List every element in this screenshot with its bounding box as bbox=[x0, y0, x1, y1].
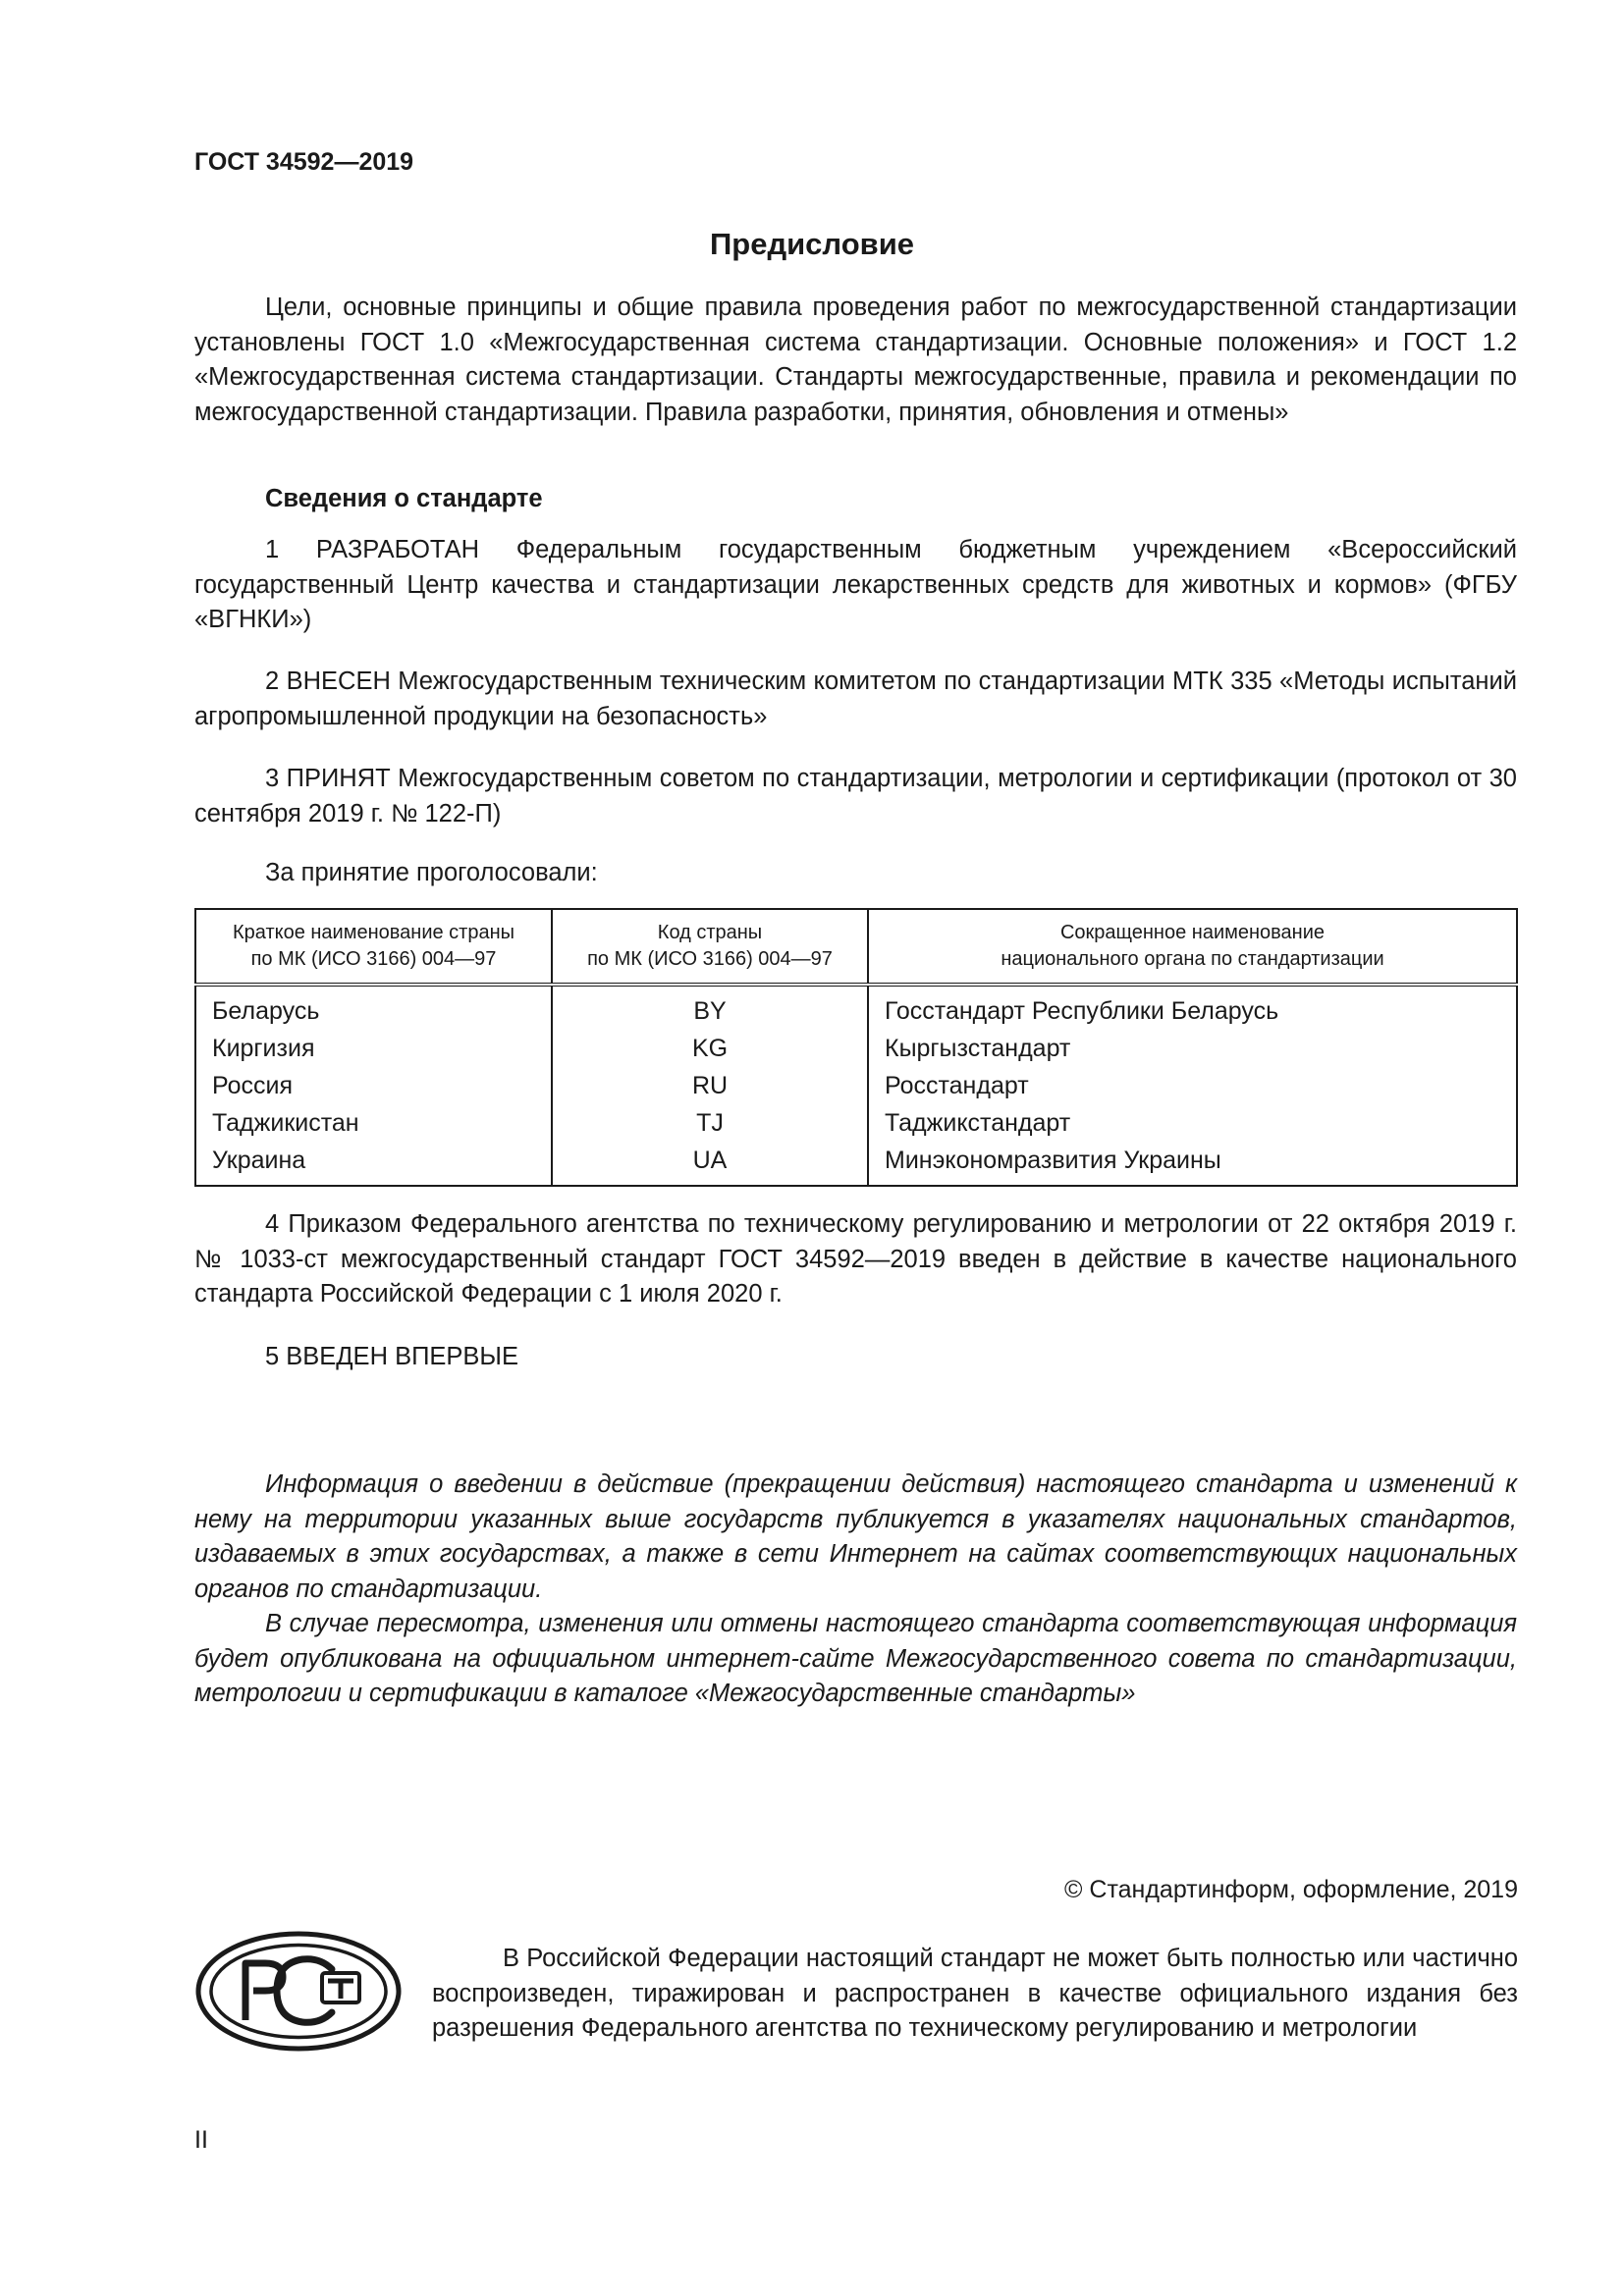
rst-certification-mark-icon bbox=[194, 1930, 403, 2057]
header-country bbox=[195, 909, 552, 985]
item-4-paragraph: 4 Приказом Федерального агентства по техническому регулированию и метрологии от 22 октября 2019 г. № 1033-ст межгосударственный стандарт ГОСТ 34592—2019 введен в действие в качестве национального стандарта Российской Федерации с 1 июля 2020 г. bbox=[194, 1210, 1517, 1308]
body-cell: Росстандарт bbox=[885, 1071, 1029, 1099]
page-title: Предисловие bbox=[709, 227, 914, 261]
body-cell: Госстандарт Республики Беларусь bbox=[885, 996, 1279, 1025]
country-cell: Таджикистан bbox=[195, 1104, 552, 1142]
notice-paragraph-2: В случае пересмотра, изменения или отмены настоящего стандарта соответствующая информация будет опубликована на официальном интернет-сайте Межгосударственного совета по стандартизации, метрологии и сертификации в каталоге «Межгосударственные стандарты» bbox=[194, 1610, 1517, 1707]
table-row bbox=[195, 1067, 1517, 1104]
code-cell: KG bbox=[552, 1030, 868, 1067]
item-5-paragraph: 5 ВВЕДЕН ВПЕРВЫЕ bbox=[265, 1343, 519, 1370]
copyright-line: © Стандартинформ, оформление, 2019 bbox=[1064, 1876, 1518, 1903]
reproduction-restriction-notice: В Российской Федерации настоящий стандарт не может быть полностью или частично воспроизведен, тиражирован и распространен в качестве официального издания без разрешения Федерального агентства по техническому регулированию и метрологии bbox=[432, 1945, 1518, 2042]
document-header: ГОСТ 34592—2019 bbox=[194, 148, 414, 176]
item-1-paragraph: 1 РАЗРАБОТАН Федеральным государственным бюджетным учреждением «Всероссийский государственный Центр качества и стандартизации лекарственных средств для животных и кормов» (ФГБУ «ВГНКИ») bbox=[194, 536, 1517, 633]
body-cell: Таджикстандарт bbox=[885, 1108, 1071, 1137]
vote-intro: За принятие проголосовали: bbox=[265, 859, 598, 886]
header-body-line1: Сокращенное наименование bbox=[1059, 922, 1326, 943]
country-cell: Украина bbox=[195, 1142, 552, 1186]
country-cell: Россия bbox=[195, 1067, 552, 1104]
header-code-line2: по МК (ИСО 3166) 004—97 bbox=[587, 948, 833, 970]
code-cell: TJ bbox=[552, 1104, 868, 1142]
item-3-paragraph: 3 ПРИНЯТ Межгосударственным советом по стандартизации, метрологии и сертификации (протокол от 30 сентября 2019 г. № 122-П) bbox=[194, 765, 1517, 828]
table-row bbox=[195, 985, 1517, 1030]
page-number: II bbox=[194, 2126, 208, 2154]
code-cell: RU bbox=[552, 1067, 868, 1104]
intro-paragraph: Цели, основные принципы и общие правила проведения работ по межгосударственной стандартизации установлены ГОСТ 1.0 «Межгосударственная система стандартизации. Основные положения» и ГОСТ 1.2 «Межгосударственная система стандартизации. Стандарты межгосударственные, правила и рекомендации по межгосударственной стандартизации. Правила разработки, принятия, обновления и отмены» bbox=[194, 294, 1517, 426]
header-code bbox=[552, 909, 868, 985]
body-cell: Кыргызстандарт bbox=[885, 1034, 1071, 1062]
about-standard-heading: Сведения о стандарте bbox=[265, 485, 543, 512]
item-2-paragraph: 2 ВНЕСЕН Межгосударственным техническим комитетом по стандартизации МТК 335 «Методы испытаний агропромышленной продукции на безопасность» bbox=[194, 667, 1517, 730]
header-body-line2: национального органа по стандартизации bbox=[1001, 948, 1384, 970]
header-body bbox=[868, 909, 1517, 985]
country-cell: Киргизия bbox=[195, 1030, 552, 1067]
notice-paragraph-1: Информация о введении в действие (прекращении действия) настоящего стандарта и изменений к нему на территории указанных выше государств публикуется в указателях национальных стандартов, издаваемых в этих государствах, а также в сети Интернет на сайтах соответствующих национальных органов по стандартизации. bbox=[194, 1470, 1517, 1603]
table-row bbox=[195, 1142, 1517, 1186]
header-country-line1: Краткое наименование страны bbox=[232, 922, 515, 943]
code-cell: BY bbox=[552, 985, 868, 1030]
header-code-line1: Код страны bbox=[657, 922, 763, 943]
voting-table bbox=[194, 908, 1518, 1187]
voting-table-header-row bbox=[195, 909, 1517, 985]
table-row bbox=[195, 1104, 1517, 1142]
body-cell: Минэкономразвития Украины bbox=[885, 1146, 1221, 1174]
header-country-line2: по МК (ИСО 3166) 004—97 bbox=[250, 948, 497, 970]
code-cell: UA bbox=[552, 1142, 868, 1186]
table-row bbox=[195, 1030, 1517, 1067]
country-cell: Беларусь bbox=[195, 985, 552, 1030]
